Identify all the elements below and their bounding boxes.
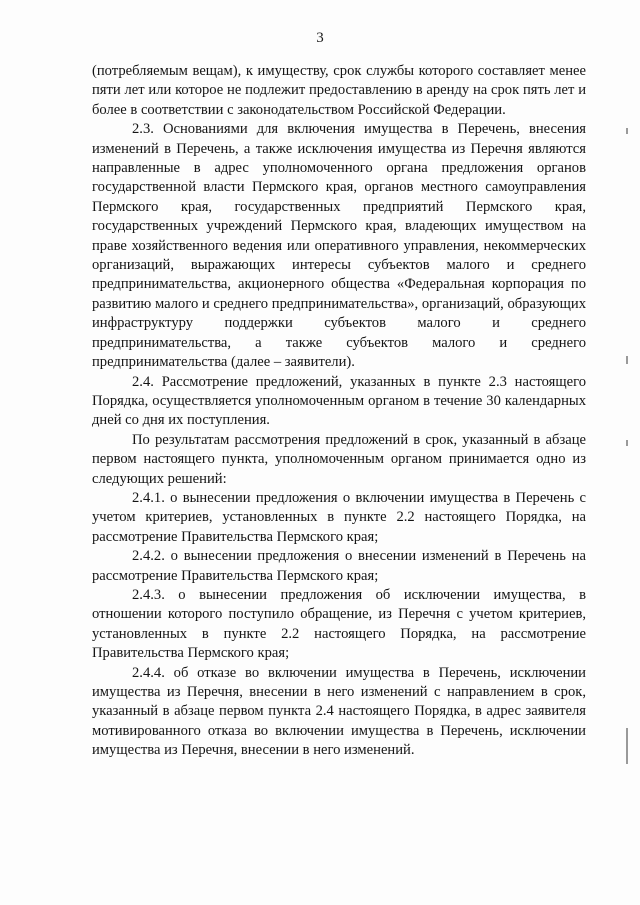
scan-edge-mark (626, 728, 628, 764)
paragraph-2-4-results: По результатам рассмотрения предложений в срок, указанный в абзаце первом настоящего пункта, уполномоченным органом принимается одно из следующих решений: (92, 431, 586, 487)
page-number: 3 (316, 30, 324, 46)
scan-edge-mark (626, 356, 628, 364)
document-body (92, 62, 586, 761)
paragraph-2-4-2: 2.4.2. о вынесении предложения о внесении изменений в Перечень на рассмотрение Правительства Пермского края; (92, 548, 586, 584)
paragraph-2-4-3: 2.4.3. о вынесении предложения об исключении имущества, в отношении которого поступило обращение, из Перечня с учетом критериев, установленных в пункте 2.2 настоящего Порядка, на рассмотрение Правительства Пермского края; (92, 586, 586, 662)
paragraph-continuation: (потребляемым вещам), к имуществу, срок службы которого составляет менее пяти лет или которое не подлежит предоставлению в аренду на срок пять лет и более в соответствии с законодательством Российской Федерации. (92, 63, 586, 118)
paragraph-2-4-4: 2.4.4. об отказе во включении имущества в Перечень, исключении имущества из Перечня, внесении в него изменений с направлением в срок, указанный в абзаце первом пункта 2.4 настоящего Порядка, в адрес заявителя мотивированного отказа во включении имущества в Перечень, исключении имущества из Перечня, внесении в него изменений. (92, 664, 586, 759)
scan-edge-mark (626, 128, 628, 134)
paragraph-2-3: 2.3. Основаниями для включения имущества в Перечень, внесения изменений в Перечень, а также исключения имущества из Перечня являются направленные в адрес уполномоченного органа предложения органов государственной власти Пермского края, органов местного самоуправления Пермского края, государственных предприятий Пермского края, государственных учреждений Пермского края, владеющих имуществом на праве хозяйственного ведения или оперативного управления, некоммерческих организаций, выражающих интересы субъектов малого и среднего предпринимательства, акционерного общества «Федеральная корпорация по развитию малого и среднего предпринимательства», организаций, образующих инфраструктуру поддержки субъектов малого и среднего предпринимательства, а также субъектов малого и среднего предпринимательства (далее – заявители). (92, 121, 586, 371)
scan-edge-mark (626, 440, 628, 446)
paragraph-2-4: 2.4. Рассмотрение предложений, указанных в пункте 2.3 настоящего Порядка, осуществляется уполномоченным органом в течение 30 календарных дней со дня их поступления. (92, 373, 586, 429)
paragraph-2-4-1: 2.4.1. о вынесении предложения о включении имущества в Перечень с учетом критериев, установленных в пункте 2.2 настоящего Порядка, на рассмотрение Правительства Пермского края; (92, 489, 586, 545)
